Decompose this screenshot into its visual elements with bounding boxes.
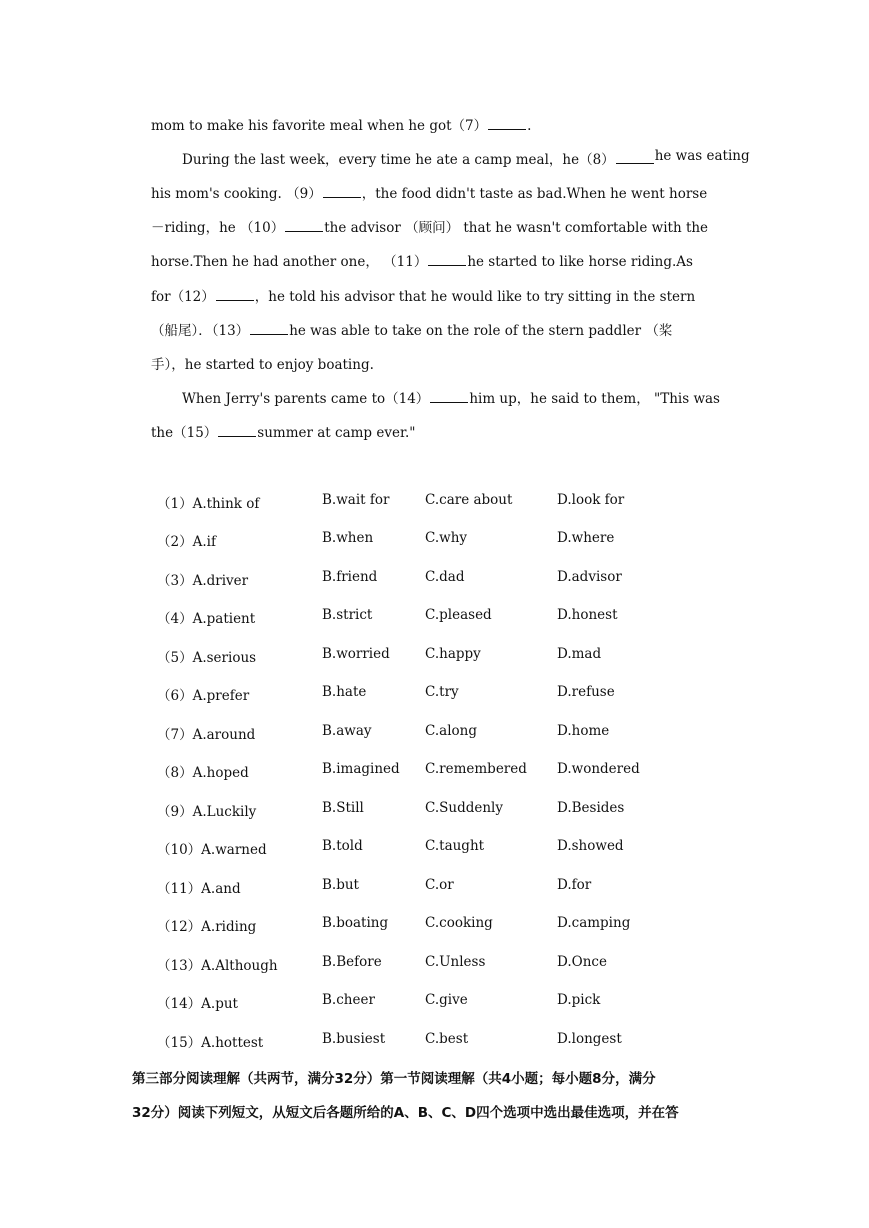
option-row-8 xyxy=(157,761,717,781)
option-b: B.imagined xyxy=(322,761,400,777)
option-a: （15）A.hottest xyxy=(157,1035,264,1051)
passage-text: mom to make his favorite meal when he got（7） xyxy=(151,118,488,134)
option-b: B.cheer xyxy=(322,992,375,1008)
option-b: B.strict xyxy=(322,607,373,623)
option-b: B.told xyxy=(322,838,363,854)
option-row-14 xyxy=(157,992,717,1012)
option-d: D.for xyxy=(557,877,592,893)
option-c: C.Unless xyxy=(425,954,486,970)
answer-blank-8 xyxy=(616,151,654,164)
answer-blank-13 xyxy=(250,322,288,335)
option-d: D.Besides xyxy=(557,800,625,816)
option-c: C.best xyxy=(425,1031,469,1047)
option-b: B.boating xyxy=(322,915,389,931)
option-row-13 xyxy=(157,954,717,974)
option-c: C.happy xyxy=(425,646,481,662)
option-a: （14）A.put xyxy=(157,996,238,1012)
option-c: C.Suddenly xyxy=(425,800,503,816)
option-row-11 xyxy=(157,877,717,897)
passage-text: his mom's cooking. （9） xyxy=(151,186,322,202)
option-row-9 xyxy=(157,800,717,820)
passage-text: （船尾）．（13） xyxy=(151,323,250,339)
answer-blank-15 xyxy=(218,424,256,437)
option-row-1 xyxy=(157,492,717,512)
option-a: （4）A.patient xyxy=(157,611,256,627)
passage-line-5 xyxy=(151,250,737,270)
option-c: C.care about xyxy=(425,492,513,508)
option-d: D.Once xyxy=(557,954,607,970)
passage-text: for（12） xyxy=(151,289,215,305)
answer-blank-14 xyxy=(430,390,468,403)
option-b: B.wait for xyxy=(322,492,390,508)
option-b: B.busiest xyxy=(322,1031,386,1047)
passage-text: During the last week，every time he ate a camp meal，he（8） xyxy=(182,152,615,168)
option-a: （1）A.think of xyxy=(157,496,260,512)
option-d: D.where xyxy=(557,530,615,546)
passage-text: ，he told his advisor that he would like to try sitting in the stern xyxy=(254,289,696,305)
option-d: D.pick xyxy=(557,992,601,1008)
option-d: D.showed xyxy=(557,838,624,854)
option-a: （6）A.prefer xyxy=(157,688,250,704)
option-b: B.Still xyxy=(322,800,364,816)
option-d: D.look for xyxy=(557,492,625,508)
option-b: B.when xyxy=(322,530,374,546)
option-a: （8）A.hoped xyxy=(157,765,249,781)
option-a: （10）A.warned xyxy=(157,842,267,858)
option-d: D.advisor xyxy=(557,569,622,585)
passage-text: 手），he started to enjoy boating. xyxy=(151,357,374,373)
option-b: B.away xyxy=(322,723,372,739)
passage-text: －riding，he （10） xyxy=(151,220,285,236)
answer-blank-9 xyxy=(323,185,361,198)
passage-text: summer at camp ever." xyxy=(257,425,416,441)
answer-blank-12 xyxy=(216,288,254,301)
option-row-4 xyxy=(157,607,717,627)
option-d: D.refuse xyxy=(557,684,615,700)
passage-text: he was able to take on the role of the stern paddler （桨 xyxy=(289,323,673,339)
section-heading-line-2: 32分）阅读下列短文，从短文后各题所给的A、B、C、D四个选项中选出最佳选项，并在答 xyxy=(132,1105,679,1121)
passage-text: the advisor （顾问） that he wasn't comfortable with the xyxy=(324,220,709,236)
passage-line-3 xyxy=(151,182,737,202)
option-a: （7）A.around xyxy=(157,727,256,743)
section-heading-line-1: 第三部分阅读理解（共两节，满分32分）第一节阅读理解（共4小题；每小题8分，满分 xyxy=(132,1071,656,1087)
passage-line-8 xyxy=(151,353,737,373)
option-row-5 xyxy=(157,646,717,666)
option-row-2 xyxy=(157,530,717,550)
option-c: C.along xyxy=(425,723,477,739)
option-b: B.Before xyxy=(322,954,382,970)
option-a: （12）A.riding xyxy=(157,919,257,935)
passage-text: When Jerry's parents came to（14） xyxy=(182,391,430,407)
option-row-6 xyxy=(157,684,717,704)
passage-text: he was eating xyxy=(654,148,750,164)
option-a: （2）A.if xyxy=(157,534,216,550)
option-row-12 xyxy=(157,915,717,935)
passage-line-10 xyxy=(151,421,737,441)
answer-blank-11 xyxy=(428,253,466,266)
option-c: C.give xyxy=(425,992,468,1008)
option-d: D.home xyxy=(557,723,610,739)
option-c: C.pleased xyxy=(425,607,492,623)
passage-line-9 xyxy=(182,387,737,407)
option-a: （11）A.and xyxy=(157,881,241,897)
option-row-15 xyxy=(157,1031,717,1051)
answer-blank-7 xyxy=(488,117,526,130)
option-d: D.wondered xyxy=(557,761,640,777)
option-a: （9）A.Luckily xyxy=(157,804,257,820)
passage-text: . xyxy=(527,118,532,134)
answer-blank-10 xyxy=(285,219,323,232)
option-a: （5）A.serious xyxy=(157,650,257,666)
option-a: （3）A.driver xyxy=(157,573,249,589)
passage-text: horse.Then he had another one， （11） xyxy=(151,254,428,270)
option-c: C.remembered xyxy=(425,761,527,777)
passage-line-6 xyxy=(151,285,737,305)
option-a: （13）A.Although xyxy=(157,958,278,974)
option-row-3 xyxy=(157,569,717,589)
option-b: B.worried xyxy=(322,646,390,662)
option-d: D.camping xyxy=(557,915,631,931)
passage-text: the（15） xyxy=(151,425,218,441)
option-row-7 xyxy=(157,723,717,743)
option-c: C.try xyxy=(425,684,459,700)
option-b: B.friend xyxy=(322,569,378,585)
passage-text: he started to like horse riding.As xyxy=(467,254,693,270)
option-d: D.mad xyxy=(557,646,602,662)
passage-line-1 xyxy=(151,114,737,134)
passage-line-4 xyxy=(151,216,737,236)
option-c: C.dad xyxy=(425,569,465,585)
passage-line-2 xyxy=(182,148,750,168)
option-d: D.honest xyxy=(557,607,618,623)
option-c: C.or xyxy=(425,877,454,893)
option-c: C.taught xyxy=(425,838,485,854)
passage-text: him up，he said to them， "This was xyxy=(469,391,720,407)
option-c: C.why xyxy=(425,530,468,546)
option-c: C.cooking xyxy=(425,915,493,931)
option-b: B.but xyxy=(322,877,359,893)
option-d: D.longest xyxy=(557,1031,622,1047)
option-row-10 xyxy=(157,838,717,858)
passage-text: ，the food didn't taste as bad.When he went horse xyxy=(361,186,708,202)
option-b: B.hate xyxy=(322,684,367,700)
passage-line-7 xyxy=(151,319,737,339)
